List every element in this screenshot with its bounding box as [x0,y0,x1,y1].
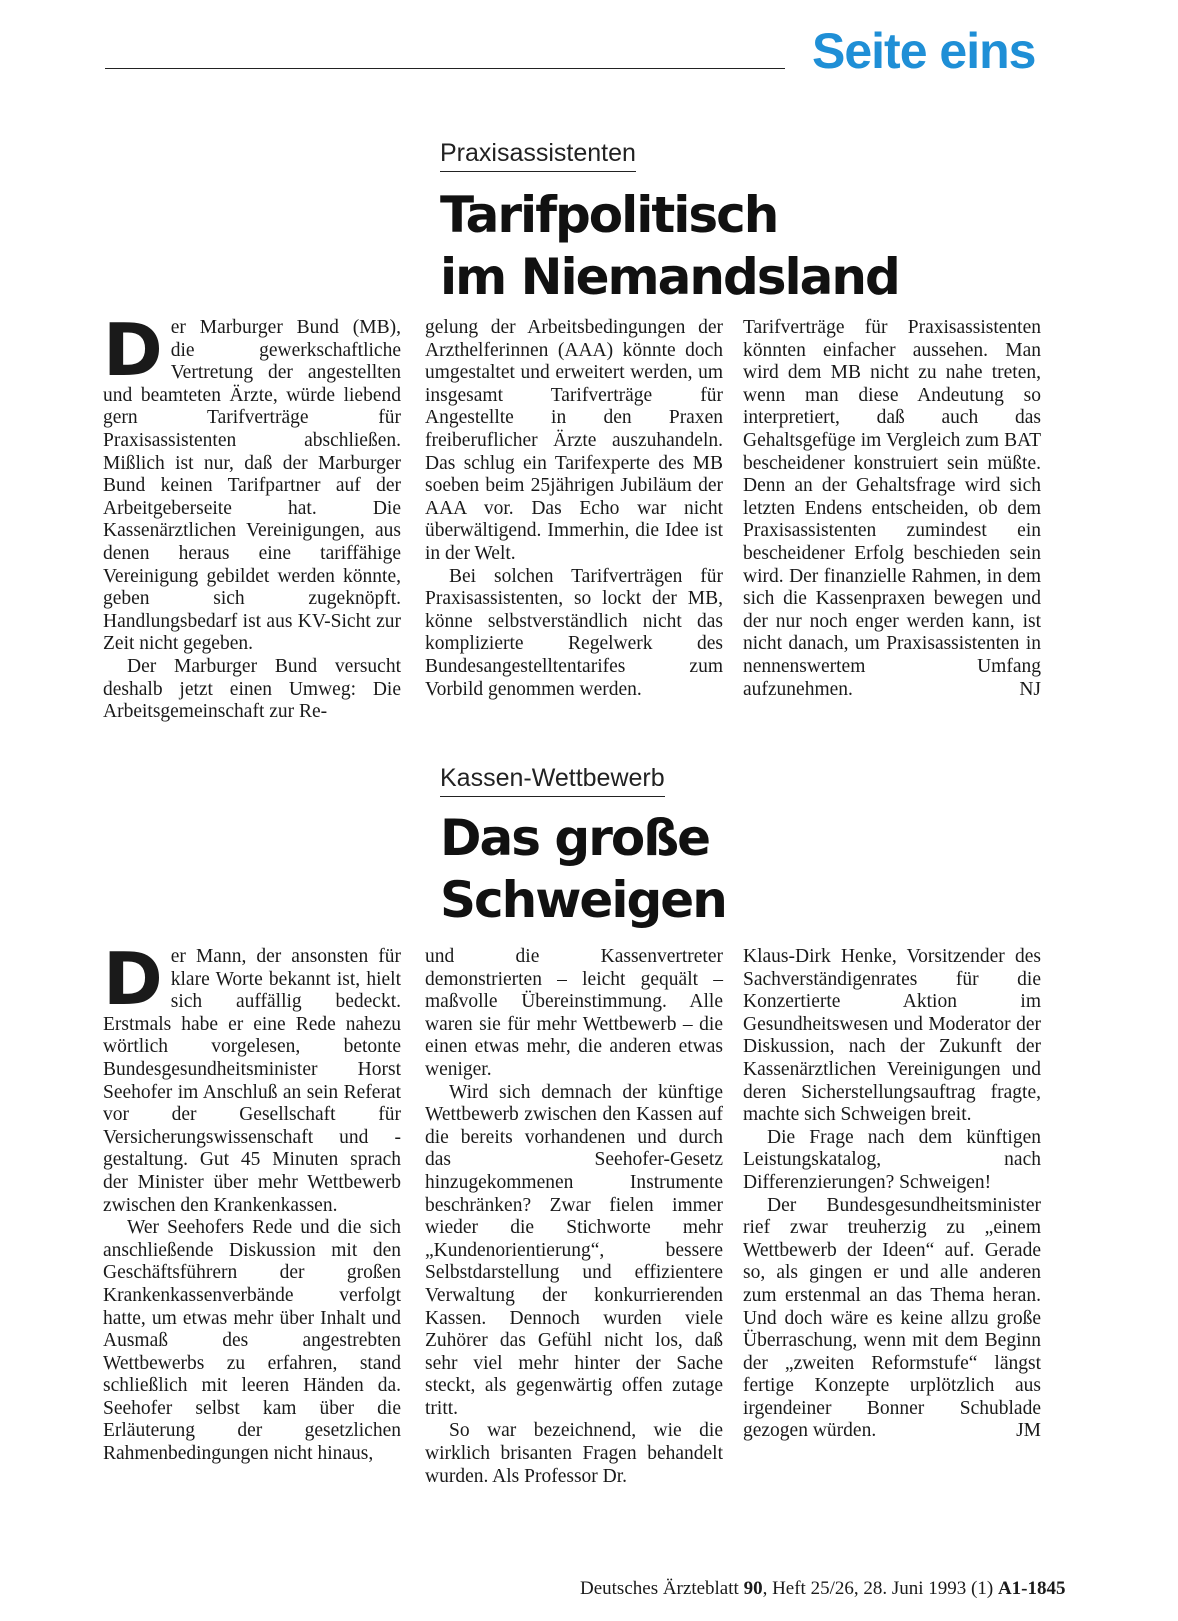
article-1-headline [440,184,899,308]
article-1-headline-line1: Tarifpolitisch [440,186,778,244]
article-2-headline [440,807,726,931]
page-footer [580,1578,1066,1600]
article-1-dropcap: D [103,308,163,392]
article-2-col3-p3: Der Bundesgesundheitsminister rief zwar treuherzig zu „einem Wettbewerb der Ideen“ auf. Gerade so, als gingen er und alle anderen zum erstenmal an das Thema heran. Und doch wäre es keine allzu große Überraschung, wenn mit dem Beginn der „zweiten Reformstufe“ längst fertige Konzepte urplötzlich aus irgendeiner Bonner Schublade gezogen würden. [743,1194,1041,1442]
article-2-col1-p2: Wer Seehofers Rede und die sich anschließende Diskussion mit den Geschäftsführern der großen Krankenkassenverbände verfolgt hatte, um etwas mehr über Inhalt und Ausmaß des angestrebten Wettbewerbs zu erfahren, stand schließlich mit leeren Händen da. Seehofer selbst kam über die Erläuterung der gesetzlichen Rahmenbedingungen nicht hinaus, [103,1217,401,1465]
article-2-kicker: Kassen-Wettbewerb [440,765,665,797]
footer-journal: Deutsches Ärzteblatt [580,1578,739,1599]
article-2-dropcap: D [103,937,163,1021]
article-2-col1-p1: er Mann, der ansonsten für klare Worte bekannt ist, hielt sich auffällig bedeckt. Erstmals habe er eine Rede nahezu wörtlich vorgelesen, betonte Bundesgesundheitsminister Horst Seehofer im Anschluß an sein Referat vor der Gesellschaft für Versicherungswissenschaft und -gestaltung. Gut 45 Minuten sprach der Minister über mehr Wettbewerb zwischen den Krankenkassen. [103,946,401,1216]
footer-volume: 90 [743,1578,763,1599]
article-2-col3-p2: Die Frage nach dem künftigen Leistungskatalog, nach Differenzierungen? Schweigen! [743,1126,1041,1193]
article-1-col2-p1: gelung der Arbeitsbedingungen der Arzthelferinnen (AAA) könnte doch umgestaltet und erweitert werden, um insgesamt Tarifverträge für Angestellte in den Praxen freiberuflicher Ärzte auszuhandeln. Das schlug ein Tarifexperte des MB soeben beim 25jährigen Jubiläum der AAA vor. Das Echo war nicht überwältigend. Immerhin, die Idee ist in der Welt. [425,317,723,564]
article-2-column-1 [103,937,401,1466]
article-2-col2-p3: So war bezeichnend, wie die wirklich brisanten Fragen behandelt wurden. Als Professor Dr. [425,1420,723,1487]
article-1-col1-p1: er Marburger Bund (MB), die gewerkschaftliche Vertretung der angestellten und beamteten Ärzte, würde liebend gern Tarifverträge für Praxisassistenten abschließen. Mißlich ist nur, daß der Marburger Bund keinen Tarifpartner auf der Arbeitgeberseite hat. Die Kassenärztlichen Vereinigungen, aus denen heraus eine tariffähige Vereinigung gebildet werden könnte, geben sich zugeknöpft. Handlungsbedarf ist aus KV-Sicht zur Zeit nicht gegeben. [103,317,401,655]
article-1-column-3 [743,317,1041,701]
article-2-column-3 [743,946,1041,1443]
article-1-headline-line2: im Niemandsland [440,248,899,306]
article-2-column-2 [425,946,723,1488]
article-1-col2-p2: Bei solchen Tarifverträgen für Praxisassistenten, so lockt der MB, könne selbstverständlich nicht das komplizierte Regelwerk des Bundesangestelltentarifes zum Vorbild genommen werden. [425,565,723,700]
article-2-signature: JM [1016,1420,1041,1442]
article-2-headline-line2: Schweigen [440,871,726,929]
article-1-kicker: Praxisassistenten [440,140,636,172]
article-1-column-2 [425,317,723,701]
article-2-headline-line1: Das große [440,809,710,867]
article-1-col3-p1: Tarifverträge für Praxisassistenten könnten einfacher aussehen. Man wird dem MB nicht zu nahe treten, wenn man diese Andeutung so interpretiert, daß auch das Gehaltsgefüge im Vergleich zum BAT bescheidener konstruiert sein müßte. Denn an der Gehaltsfrage wird sich letzten Endens entscheiden, ob dem Praxisassistenten zumindest ein bescheidener Erfolg beschieden sein wird. Der finanzielle Rahmen, in dem sich die Kassenpraxen bewegen und der nur noch enger werden kann, ist nicht danach, um Praxisassistenten in nennenswertem Umfang aufzunehmen. [743,317,1041,700]
article-1-col1-p2: Der Marburger Bund versucht deshalb jetzt einen Umweg: Die Arbeitsgemeinschaft zur Re- [103,655,401,723]
article-2-col3-p1: Klaus-Dirk Henke, Vorsitzender des Sachverständigenrates für die Konzertierte Aktion im Gesundheitswesen und Moderator der Diskussion, nach der Zukunft der Kassenärztlichen Vereinigungen und deren Sicherstellungsauftrag fragte, machte sich Schweigen breit. [743,946,1041,1126]
footer-issue: , Heft 25/26, 28. Juni 1993 (1) [762,1578,994,1599]
article-2-col2-p2: Wird sich demnach der künftige Wettbewerb zwischen den Kassen auf die bereits vorhandenen und durch das Seehofer-Gesetz hinzugekommenen Instrumente beschränken? Zwar fielen immer wieder die Stichworte mehr „Kundenorientierung“, bessere Selbstdarstellung und effizientere Verwaltung der konkurrierenden Kassen. Dennoch wurden viele Zuhörer das Gefühl nicht los, daß sehr viel mehr hinter der Sache steckt, als gegenwärtig offen zutage tritt. [425,1081,723,1419]
article-1-signature: NJ [1019,678,1041,700]
section-label: Seite eins [812,23,1036,79]
article-2-col2-p1: und die Kassenvertreter demonstrierten – leicht gequält – maßvolle Übereinstimmung. Alle waren sie für mehr Wettbewerb – die einen etwas mehr, die anderen etwas weniger. [425,946,723,1080]
article-1-column-1 [103,308,401,724]
footer-page-number: A1-1845 [997,1578,1066,1599]
header-rule [105,68,785,69]
